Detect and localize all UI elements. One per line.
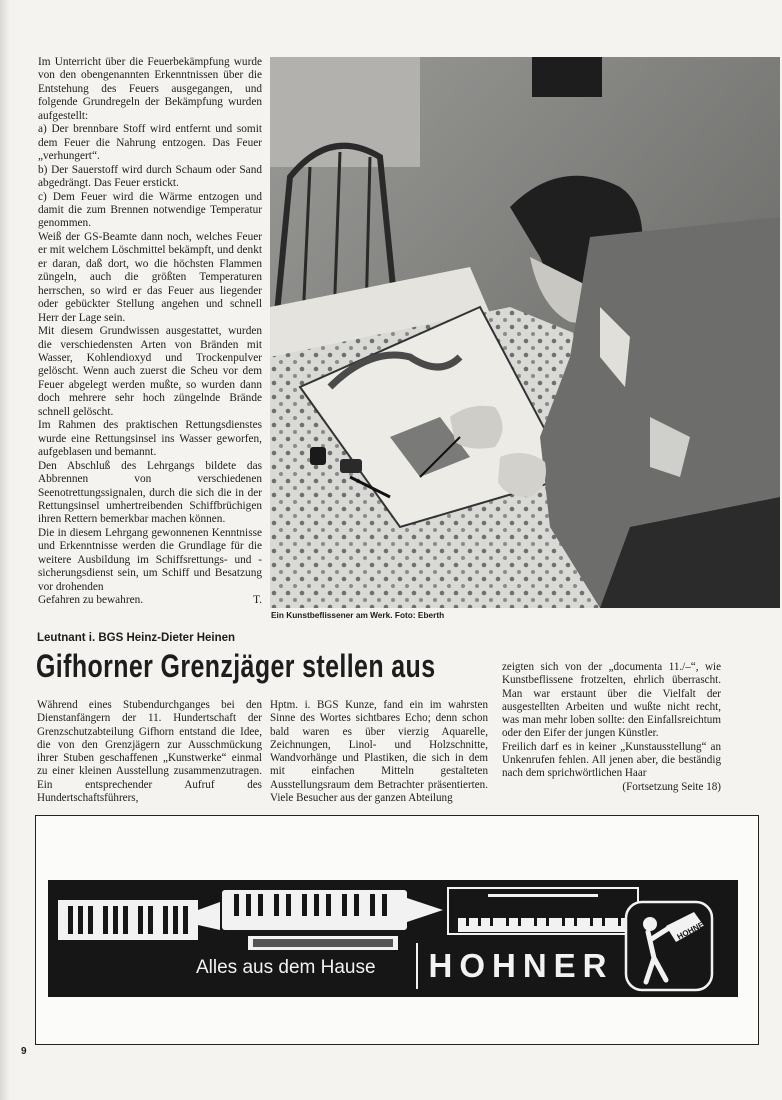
- paragraph: Im Unterricht über die Feuerbekämpfung wurde von den obengenannten Erkenntnissen über die Entstehung des Feuers ausgegangen, und folgende Grundregeln der Bekämpfung wurden aufgestellt:: [38, 56, 262, 122]
- scan-edge: [0, 0, 10, 1100]
- page-number: 9: [21, 1046, 27, 1057]
- paragraph: a) Der brennbare Stoff wird entfernt und somit dem Feuer die Nahrung entzogen. Das Feuer „verhungert“.: [38, 123, 262, 163]
- author-initial: T.: [253, 594, 262, 607]
- byline: Leutnant i. BGS Heinz-Dieter Heinen: [37, 632, 236, 644]
- article-fire-training: [38, 56, 262, 608]
- paragraph: Freilich darf es in keiner „Kunstausstellung“ an Unkenrufen fehlen. All jenen aber, die beständig nach dem sprichwörtlichen Haar: [502, 740, 721, 780]
- hohner-logo-icon: [624, 900, 714, 992]
- closing-line: [38, 594, 262, 607]
- photo-artist-at-work: [270, 57, 780, 608]
- closing-text: Gefahren zu bewahren.: [38, 594, 144, 607]
- continuation-note: (Fortsetzung Seite 18): [622, 780, 721, 793]
- article-column-3: [502, 661, 721, 794]
- paragraph: Weiß der GS-Beamte dann noch, welches Feuer er mit welchem Löschmittel bekämpft, und denkt er daran, daß dort, wo die höchsten Flammen züngeln, auch die größten Temperaturen herrschen, so wird er das Feuer aus liegender oder gebückter Stellung angehen und schnell Herr der Lage sein.: [38, 230, 262, 324]
- ad-slogan: Alles aus dem Hause: [196, 957, 376, 978]
- paragraph: Während eines Stubendurchganges bei den Dienstanfängern der 11. Hundertschaft der Grenzschutzabteilung Gifhorn entstand die Idee, die von den Grenzjägern zur Ausschmückung ihrer Stuben geschaffenen „Kunstwerke“ einmal zu einer kleinen Ausstellung zusammenzutragen. Ein entsprechender Aufruf des Hundertschaftsführers,: [37, 699, 262, 805]
- hohner-advertisement: [35, 815, 759, 1045]
- svg-text:HOHNER: HOHNER: [675, 917, 711, 942]
- article-column-2: [270, 699, 488, 805]
- headline: Gifhorner Grenzjäger stellen aus: [36, 648, 436, 684]
- photo-caption: Ein Kunstbeflissener am Werk. Foto: Eberth: [271, 610, 445, 620]
- paragraph: b) Der Sauerstoff wird durch Schaum oder Sand abgedrängt. Das Feuer erstickt.: [38, 163, 262, 190]
- paragraph: Im Rahmen des praktischen Rettungsdienstes wurde eine Rettungsinsel ins Wasser geworfen, aufgeblasen und bemannt.: [38, 419, 262, 459]
- paragraph: Mit diesem Grundwissen ausgestattet, wurden die verschiedensten Arten von Bränden mit Wasser, Kohlendioxyd und Trockenpulver gelöscht. Wenn auch zuerst die Scheu vor dem Feuer abgelegt werden mußte, so wurden dann doch mehrere sehr hoch züngelnde Brände schnell gelöscht.: [38, 325, 262, 418]
- paragraph: Den Abschluß des Lehrgangs bildete das Abbrennen von verschiedenen Seenotrettungssignalen, durch die sich die in der Rettungsinsel umhertreibenden Schiffbrüchigen ihren Rettern bemerkbar machen können.: [38, 459, 262, 526]
- article-column-1: [37, 699, 262, 805]
- paragraph: Die in diesem Lehrgang gewonnenen Kenntnisse und Erkenntnisse werden die Grundlage für die weitere Ausbildung im Schiffsrettungs- und -sicherungsdienst sein, um Schiff und Besatzung vor drohenden: [38, 526, 262, 593]
- ad-brand: HOHNER: [416, 943, 624, 989]
- paragraph: zeigten sich von der „documenta 11./–“, wie Kunstbeflissene frotzelten, ehrlich überrascht. Man war erstaunt über die Vielfalt der ausgestellten Arbeiten und wußte nicht recht, was man mehr loben sollte: den Einfallsreichtum oder den Eifer der jungen Künstler.: [502, 661, 721, 740]
- paragraph: c) Dem Feuer wird die Wärme entzogen und damit die zum Brennen notwendige Temperatur genommen.: [38, 190, 262, 230]
- paragraph: Hptm. i. BGS Kunze, fand ein im wahrsten Sinne des Wortes sichtbares Echo; denn schon bald waren es über vierzig Aquarelle, Zeichnungen, Linol- und Holzschnitte, Wandvorhänge und Plastiken, die sich in dem mit einfachen Mitteln gestalteten Ausstellungsraum dem Betrachter präsentierten. Viele Besucher aus der ganzen Abteilung: [270, 699, 488, 805]
